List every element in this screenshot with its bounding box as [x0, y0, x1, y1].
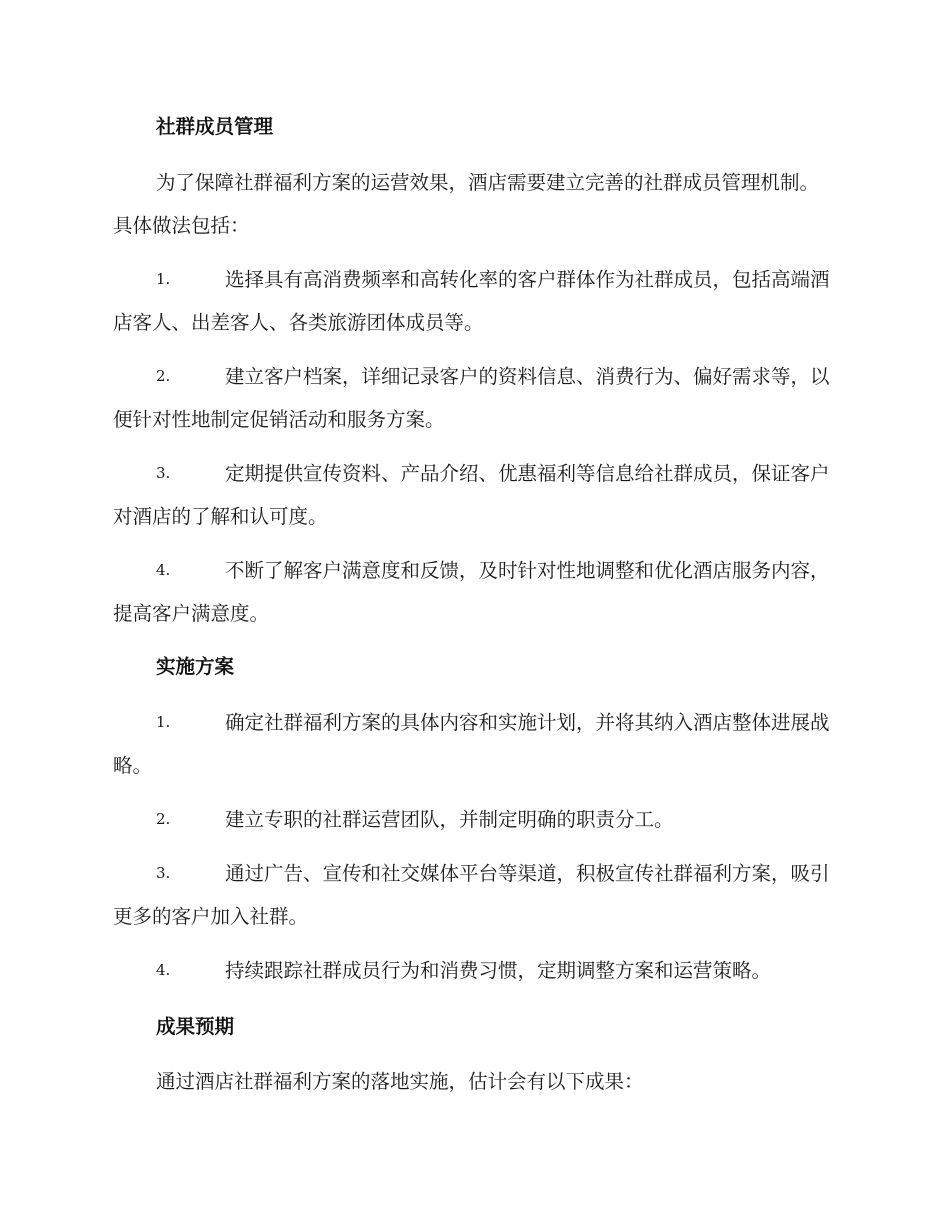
list-item-number: 2.	[156, 810, 171, 828]
list-item-text: 选择具有高消费频率和高转化率的客户群体作为社群成员，包括高端酒店客人、出差客人、各类旅游团体成员等。	[113, 268, 830, 334]
list-item-number: 1.	[156, 713, 171, 731]
list-item-text: 不断了解客户满意度和反馈，及时针对性地调整和优化酒店服务内容，提高客户满意度。	[113, 559, 830, 625]
list-item	[113, 355, 833, 441]
paragraph-member-management-intro: 为了保障社群福利方案的运营效果，酒店需要建立完善的社群成员管理机制。具体做法包括：	[113, 171, 820, 237]
list-item-number: 3.	[156, 864, 171, 882]
list-item	[113, 549, 833, 635]
list-item	[113, 701, 833, 787]
list-item-text: 建立客户档案，详细记录客户的资料信息、消费行为、偏好需求等，以便针对性地制定促销活动和服务方案。	[113, 365, 830, 431]
list-item	[113, 258, 833, 344]
list-item-number: 4.	[156, 961, 171, 979]
list-item-number: 2.	[156, 367, 171, 385]
list-item-number: 3.	[156, 464, 171, 482]
list-item	[113, 852, 833, 938]
list-item-number: 4.	[156, 561, 171, 579]
list-item-text: 建立专职的社群运营团队，并制定明确的职责分工。	[225, 808, 674, 831]
list-item	[113, 949, 833, 992]
list-item	[113, 452, 833, 538]
list-item	[113, 798, 833, 841]
section-heading-member-management: 社群成员管理	[156, 115, 274, 138]
section-heading-expected-results: 成果预期	[156, 1015, 235, 1038]
list-item-number: 1.	[156, 270, 171, 288]
list-item-text: 持续跟踪社群成员行为和消费习惯，定期调整方案和运营策略。	[225, 959, 772, 982]
paragraph-expected-results-intro: 通过酒店社群福利方案的落地实施，估计会有以下成果：	[156, 1070, 644, 1093]
list-item-text: 通过广告、宣传和社交媒体平台等渠道，积极宣传社群福利方案，吸引更多的客户加入社群。	[113, 862, 830, 928]
list-item-text: 定期提供宣传资料、产品介绍、优惠福利等信息给社群成员，保证客户对酒店的了解和认可度。	[113, 462, 830, 528]
list-item-text: 确定社群福利方案的具体内容和实施计划，并将其纳入酒店整体进展战略。	[113, 711, 830, 777]
section-heading-implementation: 实施方案	[156, 655, 235, 678]
